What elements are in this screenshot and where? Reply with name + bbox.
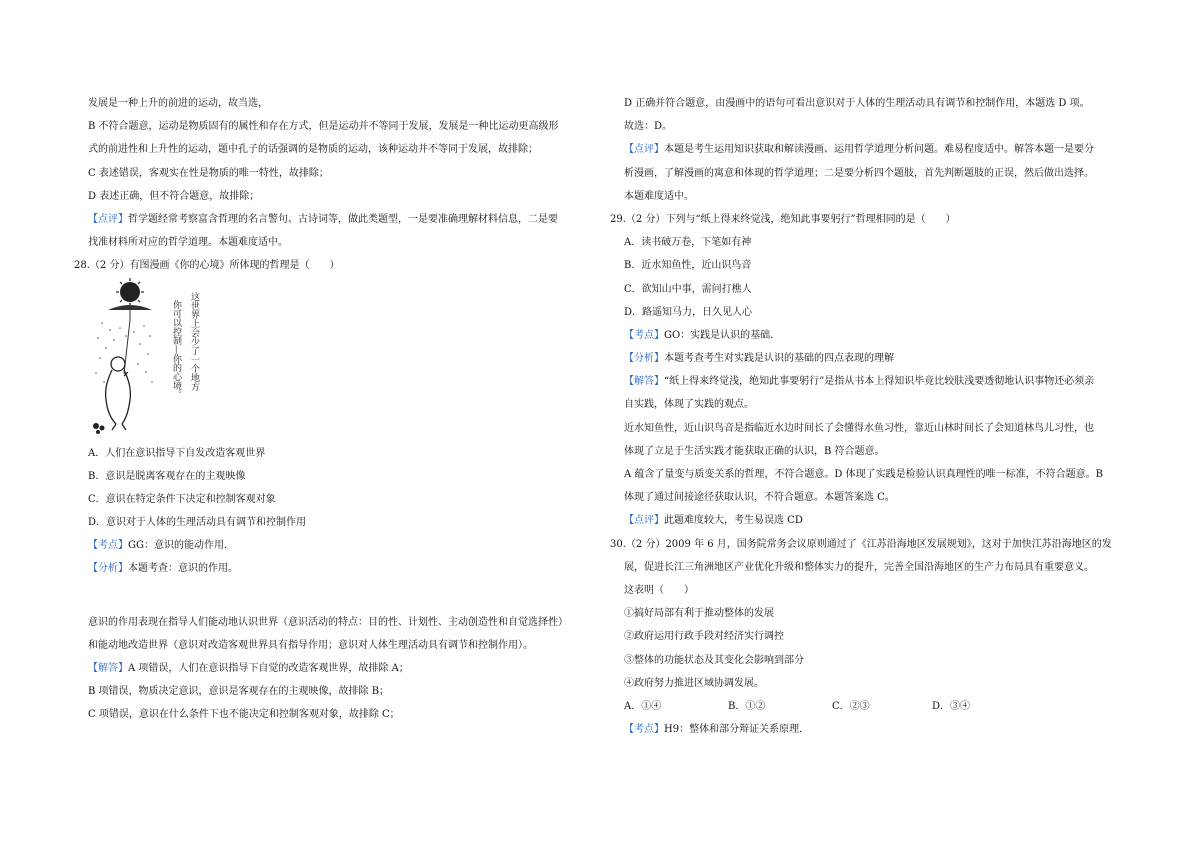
comment-line [88, 208, 596, 231]
paragraph-line: 故选：D。 [624, 121, 673, 133]
paragraph-line: 发展是一种上升的前进的运动，故当选， [88, 98, 268, 109]
comment-text: 此题难度较大，考生易误选 CD [664, 515, 803, 527]
jieda-tag: 【解答】 [88, 663, 128, 674]
comment-text: 本题是考生运用知识获取和解读漫画、运用哲学道理分析问题。难易程度适中。解答本题一是要分 [664, 144, 1094, 156]
choice-a: A．①④ [624, 700, 662, 712]
jieda-tag: 【解答】 [624, 376, 664, 388]
question-28-title: 28.（2 分）有图漫画《你的心境》所体现的哲理是（ ） [74, 260, 340, 272]
paragraph-line: 体现了立足于生活实践才能获取正确的认识，B 符合题意。 [624, 445, 885, 457]
comment-line [624, 138, 1132, 161]
fenxi-text: 本题考查：意识的作用。 [128, 563, 238, 575]
kaodian-line [624, 718, 1132, 741]
choice-d: D．③④ [932, 700, 971, 712]
paragraph-line: A 蕴含了量变与质变关系的哲理，不符合题意。D 体现了实践是检验认识真理性的唯一标准，不符合题意。B [624, 469, 1103, 480]
kaodian-line [624, 324, 1132, 347]
kaodian-tag: 【考点】 [88, 540, 128, 552]
choices-row [624, 695, 1132, 718]
spacer [88, 581, 596, 611]
kaodian-text: GO：实践是认识的基础． [664, 329, 781, 341]
paragraph-line: 本题难度适中。 [624, 190, 694, 202]
paragraph-line: 这表明（ ） [624, 584, 694, 596]
paragraph-line: 析漫画，了解漫画的寓意和体现的哲学道理；二是要分析四个题肢，首先判断题肢的正误，然后做出选择。 [624, 167, 1094, 179]
kaodian-tag: 【考点】 [624, 329, 664, 341]
cartoon-caption-1: 这世界上会少了一个地方 [189, 291, 199, 391]
statement-3: ③整体的功能状态及其变化会影响到部分 [624, 654, 804, 666]
kaodian-line [88, 534, 596, 557]
paragraph-line: 展，促进长江三角洲地区产业优化升级和整体实力的提升，完善全国沿海地区的生产力布局具有重要意义。 [624, 561, 1094, 573]
cartoon-image [90, 278, 230, 438]
paragraph-line: D 表述正确，但不符合题意，故排除； [88, 190, 260, 202]
statement-1: ①搞好局部有利于推动整体的发展 [624, 608, 774, 620]
jieda-text: A 项错误，人们在意识指导下自觉的改造客观世界，故排除 A； [128, 663, 409, 674]
fenxi-line [624, 347, 1132, 370]
jieda-text: “纸上得来终觉浅，绝知此事要躬行”是指从书本上得知识毕竟比较肤浅要透彻地认识事物还必须亲 [664, 376, 1095, 388]
option-b: B．近水知鱼性，近山识鸟音 [624, 260, 752, 272]
option-c: C．欲知山中事，需问打樵人 [624, 283, 752, 295]
fenxi-tag: 【分析】 [624, 353, 664, 365]
kaodian-text: H9：整体和部分辩证关系原理． [664, 724, 810, 736]
cartoon-caption-2: 你可以控制—你的心境。 [171, 299, 181, 399]
statement-2: ②政府运用行政手段对经济实行调控 [624, 631, 784, 643]
jieda-line [88, 657, 596, 680]
paragraph-line: C 项错误，意识在什么条件下也不能决定和控制客观对象，故排除 C； [88, 709, 400, 721]
kaodian-text: GG：意识的能动作用． [128, 540, 234, 552]
fenxi-line [88, 557, 596, 580]
cartoon-drawing [90, 278, 230, 438]
option-a: A．读书破万卷，下笔如有神 [624, 237, 752, 249]
question-29-title: 29.（2 分）下列与“纸上得来终觉浅，绝知此事要躬行”哲理相同的是（ ） [610, 213, 956, 225]
comment-line [624, 509, 1132, 532]
question-30-title: 30.（2 分）2009 年 6 月，国务院常务会议原则通过了《江苏沿海地区发展规划》，这对于加快江苏沿海地区的发 [610, 538, 1112, 550]
option-c: C．意识在特定条件下决定和控制客观对象 [88, 493, 276, 505]
paragraph-line: 找准材料所对应的哲学道理。本题难度适中。 [88, 237, 288, 249]
comment-tag: 【点评】 [624, 144, 664, 156]
jieda-line [624, 370, 1132, 393]
paragraph-line: 近水知鱼性，近山识鸟音是指临近水边时间长了会懂得水鱼习性，靠近山林时间长了会知道林鸟儿习性，也 [624, 422, 1094, 434]
option-a: A．人们在意识指导下自发改造客观世界 [88, 447, 266, 459]
fenxi-text: 本题考查考生对实践是认识的基础的四点表现的理解 [664, 353, 894, 365]
comment-tag: 【点评】 [88, 213, 128, 225]
option-b: B．意识是脱离客观存在的主观映像 [88, 470, 246, 482]
paragraph-line: 意识的作用表现在指导人们能动地认识世界（意识活动的特点：目的性、计划性、主动创造性和自觉选择性） [88, 616, 568, 628]
comment-tag: 【点评】 [624, 515, 664, 527]
left-column [74, 92, 596, 727]
option-d: D．路遥知马力，日久见人心 [624, 306, 753, 318]
fenxi-tag: 【分析】 [88, 563, 128, 575]
comment-text: 哲学题经常考察富含哲理的名言警句、古诗词等，做此类题型，一是要准确理解材料信息，二是要 [128, 213, 558, 225]
paragraph-line: B 不符合题意，运动是物质固有的属性和存在方式，但是运动并不等同于发展，发展是一种比运动更高级形 [88, 121, 559, 133]
kaodian-tag: 【考点】 [624, 724, 664, 736]
paragraph-line: 体现了通过间接途径获取认识，不符合题意。本题答案选 C。 [624, 492, 895, 504]
paragraph-line: 和能动地改造世界（意识对改造客观世界具有指导作用；意识对人体生理活动具有调节和控制作用）。 [88, 639, 533, 651]
statement-4: ④政府努力推进区域协调发展。 [624, 677, 764, 689]
paragraph-line: 自实践，体现了实践的观点。 [624, 399, 754, 411]
paragraph-line: D 正确并符合题意，由漫画中的语句可看出意识对于人体的生理活动具有调节和控制作用，本题选 D 项。 [624, 98, 1090, 109]
paragraph-line: C 表述错误，客观实在性是物质的唯一特性，故排除； [88, 167, 329, 179]
option-d: D．意识对于人体的生理活动具有调节和控制作用 [88, 517, 307, 529]
choice-c: C．②③ [832, 700, 870, 712]
paragraph-line: B 项错误，物质决定意识，意识是客观存在的主观映像，故排除 B； [88, 686, 390, 698]
choice-b: B．①② [728, 700, 766, 712]
paragraph-line: 式的前进性和上升性的运动，题中孔子的话强调的是物质的运动，该种运动并不等同于发展，故排除； [88, 144, 538, 156]
right-column [610, 92, 1132, 741]
